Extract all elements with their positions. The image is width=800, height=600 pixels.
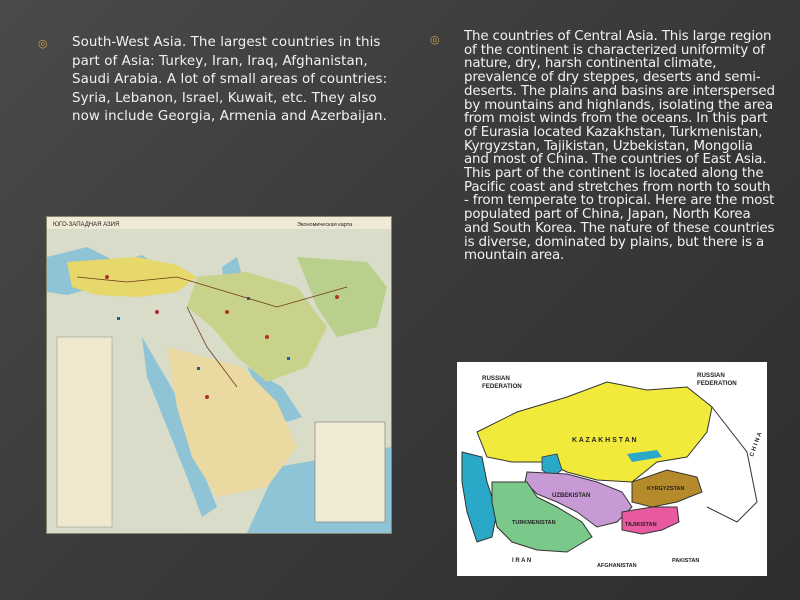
south-west-asia-map-drawing bbox=[47, 217, 391, 533]
label-uzbekistan: UZBEKISTAN bbox=[552, 493, 591, 499]
bullet-item-south-west-asia bbox=[38, 34, 388, 127]
left-column bbox=[38, 34, 388, 127]
label-kazakhstan: K A Z A K H S T A N bbox=[572, 437, 637, 444]
label-afghanistan: AFGHANISTAN bbox=[597, 563, 637, 569]
sw-map-title-right: Экономическая карта bbox=[297, 222, 353, 228]
sw-map-title-left: ЮГО-ЗАПАДНАЯ АЗИЯ bbox=[53, 222, 120, 228]
hollow-circle-bullet-icon: ◎ bbox=[430, 33, 440, 46]
bullet-item-central-asia bbox=[430, 30, 775, 263]
central-asia-map-drawing bbox=[457, 362, 767, 576]
central-asia-map bbox=[457, 362, 767, 576]
right-column bbox=[430, 30, 775, 263]
south-west-asia-map bbox=[46, 216, 392, 534]
hollow-circle-bullet-icon: ◎ bbox=[38, 37, 48, 50]
label-pakistan: PAKISTAN bbox=[672, 558, 700, 564]
label-turkmenistan: TURKMENISTAN bbox=[512, 520, 556, 526]
label-china: C H I N A bbox=[749, 431, 764, 458]
label-russian-federation-left: RUSSIAN FEDERATION bbox=[482, 375, 522, 390]
label-iran: I R A N bbox=[512, 558, 532, 564]
label-kyrgyzstan: KYRGYZSTAN bbox=[647, 486, 685, 492]
label-russian-federation-right: RUSSIAN FEDERATION bbox=[697, 372, 737, 387]
label-tajikistan: TAJIKISTAN bbox=[625, 522, 657, 528]
central-asia-text: The countries of Central Asia. This large region of the continent is characterized uniformity of nature, dry, harsh continental climate, prevalence of dry steppes, deserts and semi-deserts. The plains and basins are interspersed by mountains and highlands, isolating the area from moist winds from the oceans. In this part of Eurasia located Kazakhstan, Turkmenistan, Kyrgyzstan, Tajikistan, Uzbekistan, Mongolia and most of China. The countries of East Asia. This part of the continent is located along the Pacific coast and stretches from north to south - from temperate to tropical. Here are the most populated part of China, Japan, North Korea and South Korea. The nature of these countries is diverse, dominated by plains, but there is a mountain area. bbox=[464, 29, 775, 264]
south-west-asia-text: South-West Asia. The largest countries in this part of Asia: Turkey, Iran, Iraq, Afghanistan, Saudi Arabia. A lot of small areas of countries: Syria, Lebanon, Israel, Kuwait, etc. They also now include Georgia, Armenia and Azerbaijan. bbox=[72, 35, 388, 125]
